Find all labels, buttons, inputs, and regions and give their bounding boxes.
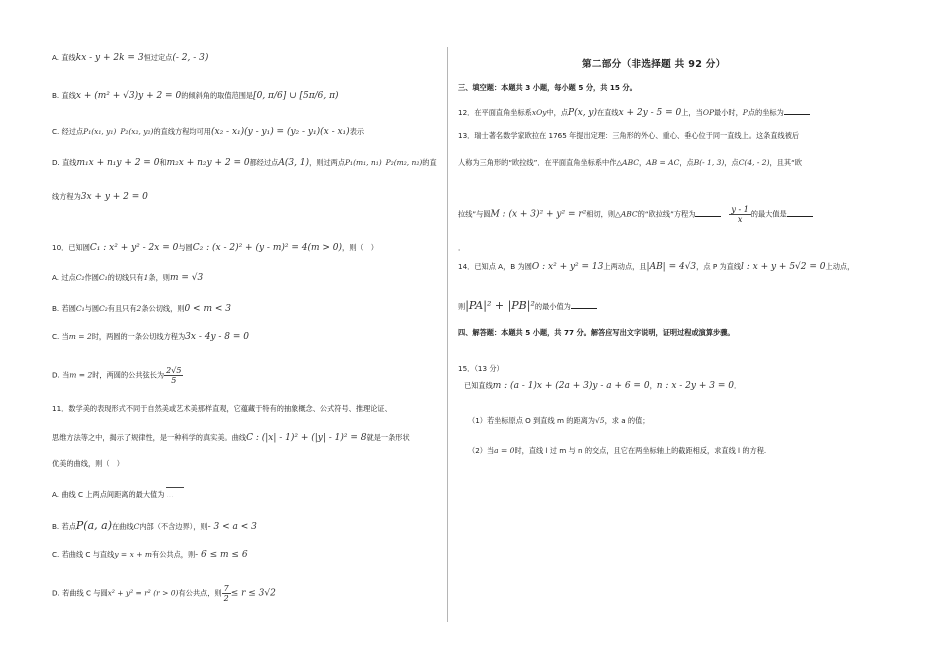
question-13-line3: 拉线”与圆M : (x + 3)² + y² = r²相切，则△ABC的“欧拉线”方程为 $\frac{y - 1}{x}$ 的最大值是 <box>458 205 813 224</box>
fraction: $\frac{2√5}{5}$ <box>166 366 182 385</box>
answer-blank[interactable] <box>787 208 813 217</box>
q11-option-d: D. 若曲线 C 与圆x² + y² = r² (r > 0)有公共点，则 $\frac{7}{2}$ ≤ r ≤ 3√2 <box>52 584 276 603</box>
q11-option-c: C. 若曲线 C 与直线y = x + m有公共点，则- 6 ≤ m ≤ 6 <box>52 550 248 560</box>
fraction: $\frac{y - 1}{x}$ <box>731 205 749 224</box>
question-11-line1: 11．数学美的表现形式不同于自然美或艺术美那样直观，它蕴藏于特有的抽象概念、公式符号、推理论证、 <box>52 404 392 413</box>
option-d: D. 直线m₁x + n₁y + 2 = 0和m₂x + n₂y + 2 = 0都经过点A(3, 1)，则过两点P₁(m₁, n₁) P₂(m₂, n₂)的直 <box>52 158 437 168</box>
question-13-tail: ． <box>458 243 466 252</box>
question-12: 12．在平面直角坐标系xOy中，点P(x, y)在直线x + 2y - 5 = 0上，当OP最小时，P点的坐标为 <box>458 106 810 118</box>
option-c: C. 经过点P₁(x₁, y₁) P₂(x₂, y₂)的直线方程均可用(x₂ - x₁)(y - y₁) = (y₂ - y₁)(x - x₁)表示 <box>52 127 365 137</box>
q11-option-a: A. 曲线 C 上两点间距离的最大值为 ··· <box>52 484 186 506</box>
option-a: A. 直线kx - y + 2k = 3恒过定点(- 2, - 3) <box>52 53 209 63</box>
question-15-stem: 已知直线m : (a - 1)x + (2a + 3)y - a + 6 = 0，n : x - 2y + 3 = 0． <box>464 381 742 391</box>
answer-blank[interactable] <box>784 106 810 115</box>
part4-heading: 四、解答题：本题共 5 小题，共 77 分。解答应写出文字说明，证明过程或演算步骤。 <box>458 328 735 337</box>
question-11-line3: 优美的曲线，则（ ） <box>52 459 124 468</box>
column-divider <box>447 47 448 622</box>
option-d-continued: 线方程为3x + y + 2 = 0 <box>52 192 148 202</box>
question-14-line2: 则|PA|² + |PB|²的最小值为 <box>458 300 597 312</box>
answer-blank[interactable] <box>695 208 721 217</box>
q10-option-c: C. 当m = 2时，两圆的一条公切线方程为3x - 4y - 8 = 0 <box>52 332 250 342</box>
question-14-line1: 14．已知点 A，B 为圆O : x² + y² = 13上两动点，且|AB| = 4√3，点 P 为直线l : x + y + 5√2 = 0上动点， <box>458 262 855 272</box>
question-13-line1: 13．瑞士著名数学家欧拉在 1765 年提出定理：三角形的外心、重心、垂心位于同一直线上。这条直线被后 <box>458 131 800 140</box>
question-13-line2: 人称为三角形的“欧拉线”．在平面直角坐标系中作△ABC，AB = AC，点B(- 1, 3)，点C(4, - 2)，且其“欧 <box>458 158 802 167</box>
q10-option-d: D. 当m = 2时，两圆的公共弦长为 $\frac{2√5}{5}$ <box>52 366 182 385</box>
broken-formula-image: ··· <box>164 484 186 506</box>
section-title: 第二部分（非选择题 共 92 分） <box>582 59 726 70</box>
question-10: 10．已知圆C₁ : x² + y² - 2x = 0与圆C₂ : (x - 2)² + (y - m)² = 4(m > 0)，则（ ） <box>52 243 378 253</box>
question-15-part1: （1）若坐标原点 O 到直线 m 的距离为√5，求 a 的值； <box>468 416 650 425</box>
question-11-line2: 思维方法等之中，揭示了规律性，是一种科学的真实美。曲线C : (|x| - 1)² + (|y| - 1)² = 8就是一条形状 <box>52 433 410 443</box>
q11-option-b: B. 若点P(a, a)在曲线C内部（不含边界），则- 3 < a < 3 <box>52 519 257 532</box>
part3-heading: 三、填空题：本题共 3 小题，每小题 5 分，共 15 分。 <box>458 83 637 92</box>
question-15-part2: （2）当a = 0时，直线 l 过 m 与 n 的交点，且它在两坐标轴上的截距相反，求直线 l 的方程. <box>468 446 767 455</box>
fraction: $\frac{7}{2}$ <box>223 584 229 603</box>
option-b: B. 直线x + (m² + √3)y + 2 = 0的倾斜角的取值范围是[0, π/6] ∪ [5π/6, π) <box>52 91 339 101</box>
question-15-heading: 15．（13 分） <box>458 364 504 373</box>
answer-blank[interactable] <box>571 300 597 309</box>
q10-option-a: A. 过点C₂作圆C₁的切线只有1条，则m = √3 <box>52 273 204 283</box>
q10-option-b: B. 若圆C₁与圆C₂有且只有2条公切线，则0 < m < 3 <box>52 304 231 314</box>
